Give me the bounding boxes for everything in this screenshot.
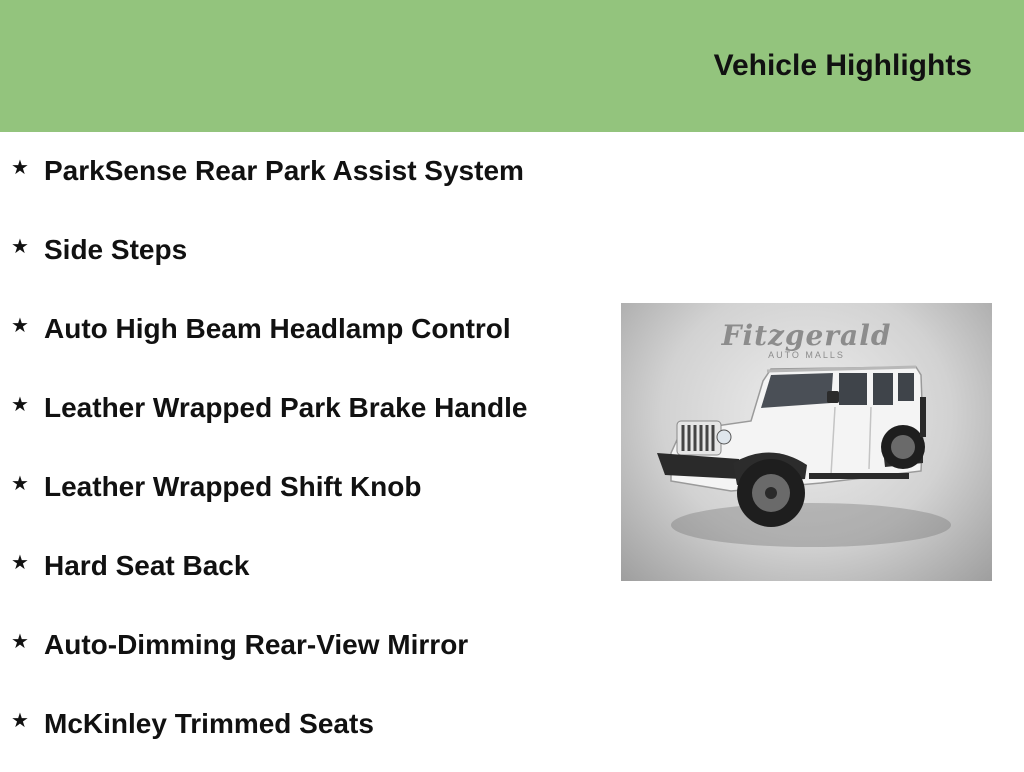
star-icon: ★	[11, 157, 29, 179]
feature-label: Leather Wrapped Park Brake Handle	[44, 392, 528, 423]
page-title: Vehicle Highlights	[713, 49, 972, 82]
star-icon: ★	[11, 552, 29, 574]
feature-list	[0, 140, 600, 772]
feature-label: Side Steps	[44, 234, 188, 265]
feature-label: Auto-Dimming Rear-View Mirror	[44, 629, 469, 660]
feature-label: McKinley Trimmed Seats	[44, 708, 374, 739]
star-icon: ★	[11, 236, 29, 258]
star-icon: ★	[11, 710, 29, 732]
star-icon: ★	[11, 315, 29, 337]
star-icon: ★	[11, 473, 29, 495]
header-banner	[0, 0, 1024, 132]
feature-label: Leather Wrapped Shift Knob	[44, 471, 422, 502]
list-item	[0, 614, 600, 693]
star-icon: ★	[11, 631, 29, 653]
feature-label: Auto High Beam Headlamp Control	[44, 313, 511, 344]
list-item	[0, 377, 600, 456]
feature-label: Hard Seat Back	[44, 550, 250, 581]
star-icon: ★	[11, 394, 29, 416]
list-item	[0, 456, 600, 535]
dealer-logo-subtext: AUTO MALLS	[768, 350, 845, 360]
list-item	[0, 219, 600, 298]
list-item	[0, 693, 600, 772]
list-item	[0, 535, 600, 614]
feature-label: ParkSense Rear Park Assist System	[44, 155, 524, 186]
vehicle-photo	[621, 303, 992, 581]
list-item	[0, 140, 600, 219]
dealer-logo: Fitzgerald	[721, 319, 892, 352]
list-item	[0, 298, 600, 377]
